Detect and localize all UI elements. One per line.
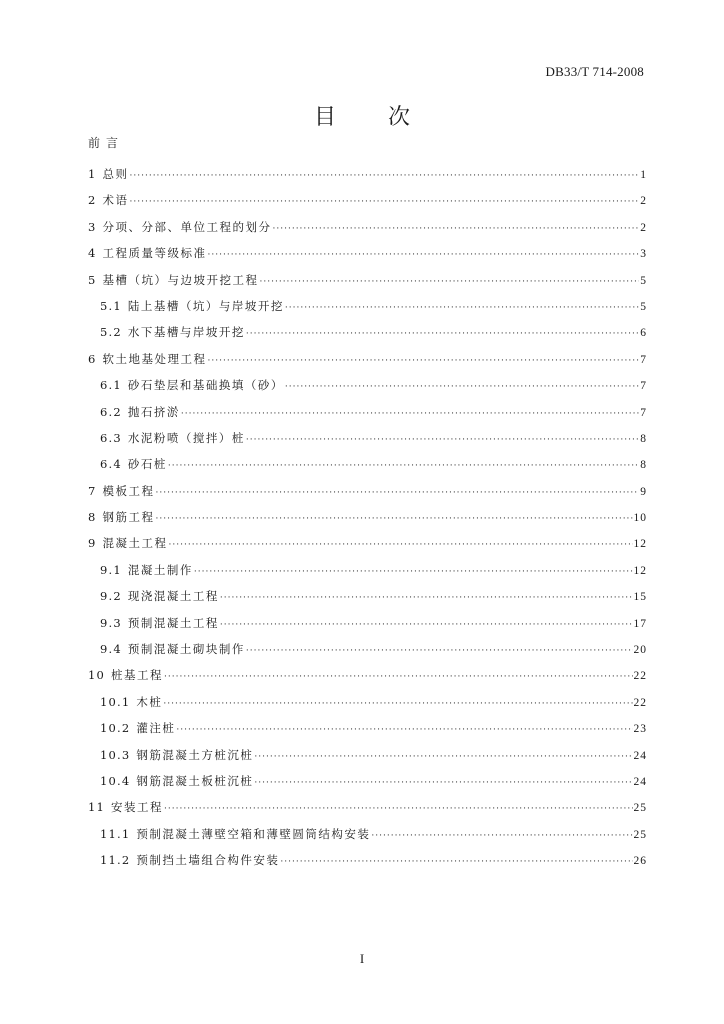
toc-entry-title: 抛石挤淤 bbox=[127, 404, 180, 419]
toc-entry-page: 24 bbox=[633, 775, 647, 788]
toc-dot-leader bbox=[285, 377, 639, 397]
toc-section-entry[interactable] bbox=[88, 349, 647, 375]
toc-entry-page: 10 bbox=[633, 512, 647, 525]
toc-subsection-entry[interactable] bbox=[88, 771, 647, 797]
toc-dot-leader bbox=[285, 298, 639, 318]
toc-entry-page: 3 bbox=[640, 248, 647, 261]
toc-subsection-entry[interactable] bbox=[88, 454, 647, 480]
toc-subsection-entry[interactable] bbox=[88, 718, 647, 744]
toc-entry-title: 砂石垫层和基础换填（砂） bbox=[127, 378, 284, 393]
toc-section-entry[interactable] bbox=[88, 190, 647, 216]
toc-entry-page: 2 bbox=[640, 221, 647, 234]
toc-section-entry[interactable] bbox=[88, 533, 647, 559]
toc-dot-leader bbox=[130, 192, 640, 212]
toc-entry-page: 7 bbox=[640, 380, 647, 393]
toc-subsection-entry[interactable] bbox=[88, 375, 647, 401]
toc-subsection-entry[interactable] bbox=[88, 824, 647, 850]
toc-entry-title: 木桩 bbox=[136, 694, 163, 709]
toc-subsection-entry[interactable] bbox=[88, 402, 647, 428]
toc-entry-page: 1 bbox=[640, 169, 647, 181]
toc-dot-leader bbox=[163, 694, 632, 714]
toc-entry-title: 术语 bbox=[102, 193, 129, 208]
toc-entry-title: 水泥粉喷（搅拌）桩 bbox=[127, 430, 245, 445]
toc-entry-number: 6 bbox=[88, 351, 97, 366]
toc-entry-page: 7 bbox=[640, 353, 647, 366]
toc-entry-number: 6.2 bbox=[100, 404, 122, 419]
toc-entry-title: 混凝土制作 bbox=[127, 562, 193, 577]
toc-subsection-entry[interactable] bbox=[88, 428, 647, 454]
toc-entry-number: 9.1 bbox=[100, 562, 122, 577]
toc-title bbox=[0, 100, 724, 131]
toc-dot-leader bbox=[246, 324, 639, 344]
toc-entry-title: 分项、分部、单位工程的划分 bbox=[102, 219, 272, 234]
toc-dot-leader bbox=[156, 509, 633, 529]
toc-dot-leader bbox=[194, 562, 633, 582]
toc-dot-leader bbox=[246, 641, 633, 661]
toc-dot-leader bbox=[156, 483, 640, 503]
toc-entry-title: 现浇混凝土工程 bbox=[127, 589, 219, 604]
toc-section-entry[interactable] bbox=[88, 797, 647, 823]
toc-dot-leader bbox=[208, 245, 640, 265]
toc-dot-leader bbox=[260, 272, 640, 292]
toc-entry-number: 5.1 bbox=[100, 298, 122, 313]
toc-entry-number: 2 bbox=[88, 193, 97, 208]
toc-dot-leader bbox=[208, 351, 640, 371]
toc-entry-title: 桩基工程 bbox=[111, 668, 164, 683]
toc-entry-number: 9.3 bbox=[100, 615, 122, 630]
toc-entry-number: 4 bbox=[88, 246, 97, 261]
toc-entry-title: 预制混凝土薄壁空箱和薄壁圆筒结构安装 bbox=[136, 826, 371, 841]
toc-subsection-entry[interactable] bbox=[88, 692, 647, 718]
toc-entry-number: 11 bbox=[88, 800, 106, 815]
toc-subsection-entry[interactable] bbox=[88, 322, 647, 348]
toc-subsection-entry[interactable] bbox=[88, 639, 647, 665]
toc-dot-leader bbox=[280, 852, 632, 872]
toc-entry-title: 砂石桩 bbox=[127, 457, 167, 472]
toc-entry-number: 6.4 bbox=[100, 457, 122, 472]
toc-entry-title: 灌注桩 bbox=[136, 721, 176, 736]
toc-entry-page: 12 bbox=[633, 564, 647, 577]
toc-entry-title: 预制挡土墙组合构件安装 bbox=[136, 853, 280, 868]
toc-subsection-entry[interactable] bbox=[88, 613, 647, 639]
toc-entry-title: 水下基槽与岸坡开挖 bbox=[127, 325, 245, 340]
toc-section-entry[interactable] bbox=[88, 217, 647, 243]
toc-title-part1: 目 bbox=[313, 105, 336, 130]
toc-entry-number: 9.2 bbox=[100, 589, 122, 604]
toc-entry-page: 25 bbox=[633, 802, 647, 815]
toc-entry-number: 5.2 bbox=[100, 325, 122, 340]
toc-entry-page: 12 bbox=[633, 538, 647, 551]
toc-dot-leader bbox=[164, 799, 632, 819]
toc-dot-leader bbox=[254, 773, 632, 793]
toc-entry-title: 钢筋混凝土板桩沉桩 bbox=[136, 773, 254, 788]
toc-entry-page: 8 bbox=[640, 459, 647, 472]
toc-entry-page: 22 bbox=[633, 696, 647, 709]
toc-dot-leader bbox=[246, 430, 639, 450]
toc-subsection-entry[interactable] bbox=[88, 745, 647, 771]
toc-dot-leader bbox=[181, 404, 639, 424]
toc-subsection-entry[interactable] bbox=[88, 850, 647, 876]
toc-entry-number: 9 bbox=[88, 536, 97, 551]
toc-dot-leader bbox=[371, 826, 632, 846]
toc-entry-title: 总则 bbox=[102, 167, 129, 181]
toc-entry-title: 工程质量等级标准 bbox=[102, 246, 207, 261]
toc-dot-leader bbox=[168, 456, 639, 476]
toc-preface-link[interactable]: 前言 bbox=[88, 136, 125, 150]
toc-dot-leader bbox=[220, 615, 633, 635]
toc-title-part2: 次 bbox=[388, 105, 411, 130]
toc-entry-page: 20 bbox=[633, 644, 647, 657]
toc-entry-number: 9.4 bbox=[100, 642, 122, 657]
toc-entry-number: 8 bbox=[88, 510, 97, 525]
toc-entry-title: 预制混凝土砌块制作 bbox=[127, 642, 245, 657]
toc-dot-leader bbox=[169, 535, 633, 555]
toc-entry-title: 混凝土工程 bbox=[102, 536, 168, 551]
toc-subsection-entry[interactable] bbox=[88, 296, 647, 322]
toc-entry-page: 7 bbox=[640, 406, 647, 419]
toc-entry-page: 5 bbox=[640, 274, 647, 287]
toc-entry-title: 陆上基槽（坑）与岸坡开挖 bbox=[127, 298, 284, 313]
toc-entry-page: 8 bbox=[640, 432, 647, 445]
toc-section-entry[interactable] bbox=[88, 507, 647, 533]
toc-dot-leader bbox=[254, 747, 632, 767]
toc-entry-number: 7 bbox=[88, 483, 97, 498]
toc-entry-page: 26 bbox=[633, 855, 647, 868]
toc-entry-page: 15 bbox=[633, 591, 647, 604]
toc-section-entry[interactable] bbox=[88, 164, 647, 190]
toc-entry-page: 2 bbox=[640, 195, 647, 208]
toc-section-entry[interactable] bbox=[88, 665, 647, 691]
toc-entry-title: 基槽（坑）与边坡开挖工程 bbox=[102, 272, 259, 287]
toc-entry-title: 安装工程 bbox=[111, 800, 164, 815]
toc-entry-page: 23 bbox=[633, 723, 647, 736]
toc-entry-number: 11.1 bbox=[100, 826, 131, 841]
toc-entry-page: 24 bbox=[633, 749, 647, 762]
toc-dot-leader bbox=[176, 720, 632, 740]
toc-entry-number: 5 bbox=[88, 272, 97, 287]
page-number: I bbox=[359, 951, 365, 966]
toc-entry-title: 钢筋工程 bbox=[102, 510, 155, 525]
toc-section-entry[interactable] bbox=[88, 270, 647, 296]
toc-entry-number: 6.3 bbox=[100, 430, 122, 445]
toc-entry-number: 10 bbox=[88, 668, 106, 683]
toc-entry-page: 17 bbox=[633, 617, 647, 630]
toc-dot-leader bbox=[220, 588, 633, 608]
toc-entry-number: 10.3 bbox=[100, 747, 131, 762]
toc-dot-leader bbox=[164, 667, 632, 687]
toc-entry-title: 钢筋混凝土方桩沉桩 bbox=[136, 747, 254, 762]
toc-entry-number: 10.4 bbox=[100, 773, 131, 788]
toc-entry-page: 25 bbox=[633, 828, 647, 841]
toc-dot-leader bbox=[130, 166, 640, 186]
toc-entry-page: 6 bbox=[640, 327, 647, 340]
toc-section-entry[interactable] bbox=[88, 243, 647, 269]
document-code: DB33/T 714-2008 bbox=[545, 64, 644, 79]
toc-subsection-entry[interactable] bbox=[88, 560, 647, 586]
toc-entry-number: 1 bbox=[88, 167, 97, 181]
toc-entry-page: 5 bbox=[640, 300, 647, 313]
toc-entry-title: 模板工程 bbox=[102, 483, 155, 498]
toc-section-entry[interactable] bbox=[88, 481, 647, 507]
toc-entry-number: 6.1 bbox=[100, 378, 122, 393]
toc-entry-number: 11.2 bbox=[100, 853, 131, 868]
toc-entry-page: 22 bbox=[633, 670, 647, 683]
toc-entry-title: 软土地基处理工程 bbox=[102, 351, 207, 366]
toc-entry-number: 10.2 bbox=[100, 721, 131, 736]
toc-dot-leader bbox=[273, 219, 640, 239]
toc-entry-number: 3 bbox=[88, 219, 97, 234]
toc-entry-title: 预制混凝土工程 bbox=[127, 615, 219, 630]
toc-entry-number: 10.1 bbox=[100, 694, 131, 709]
toc-list bbox=[88, 164, 647, 877]
toc-entry-page: 9 bbox=[640, 485, 647, 498]
toc-subsection-entry[interactable] bbox=[88, 586, 647, 612]
